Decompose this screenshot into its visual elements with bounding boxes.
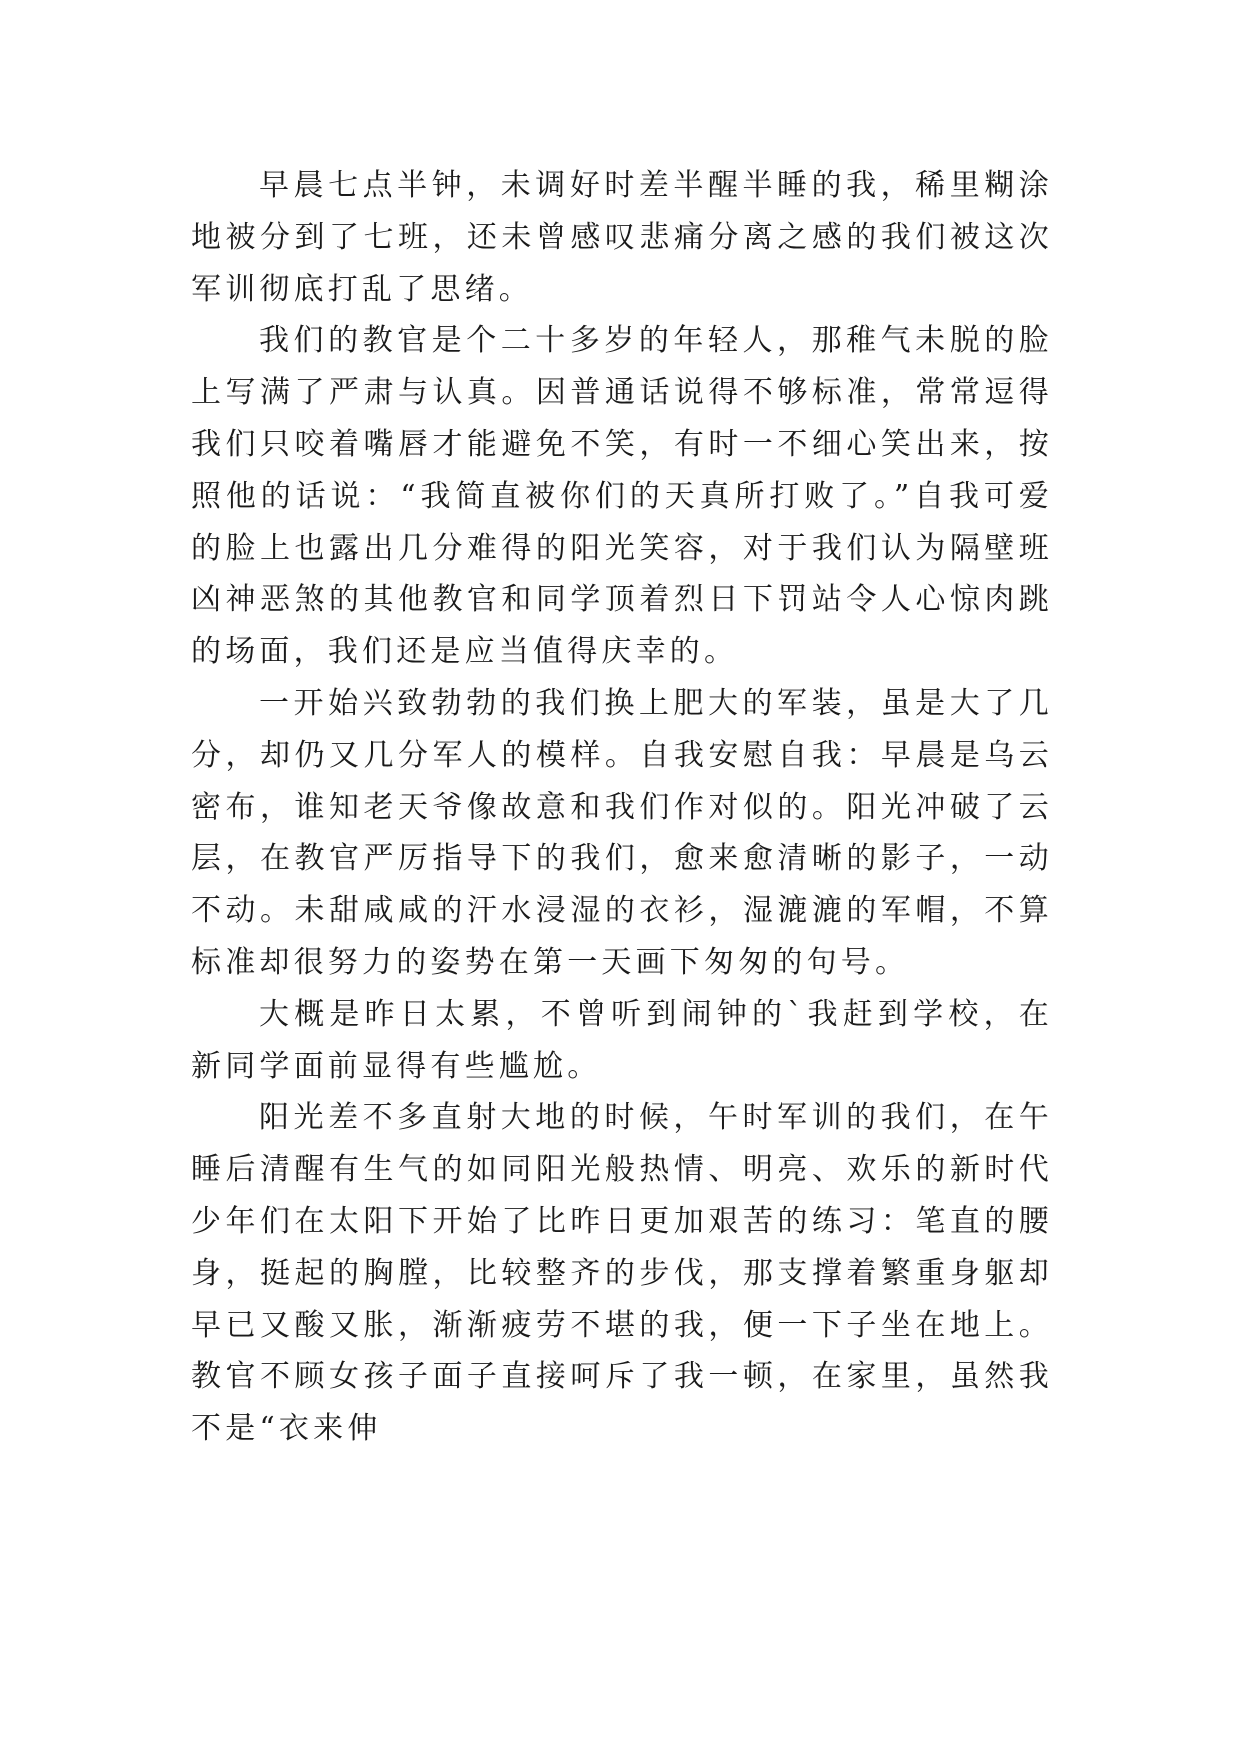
paragraph-3: 一开始兴致勃勃的我们换上肥大的军装，虽是大了几分，却仍又几分军人的模样。自我安慰自我：早晨是乌云密布，谁知老天爷像故意和我们作对似的。阳光冲破了云层，在教官严厉指导下的我们，愈来愈清晰的影子，一动不动。未甜咸咸的汗水浸湿的衣衫，湿漉漉的军帽，不算标准却很努力的姿势在第一天画下匆匆的句号。	[191, 685, 1053, 980]
paragraph-5: 阳光差不多直射大地的时候，午时军训的我们，在午睡后清醒有生气的如同阳光般热情、明亮、欢乐的新时代少年们在太阳下开始了比昨日更加艰苦的练习：笔直的腰身，挺起的胸膛，比较整齐的步伐，那支撑着繁重身躯却早已又酸又胀，渐渐疲劳不堪的我，便一下子坐在地上。教官不顾女孩子面子直接呵斥了我一顿，在家里，虽然我不是“衣来伸	[191, 1100, 1053, 1447]
paragraph-1: 早晨七点半钟，未调好时差半醒半睡的我，稀里糊涂地被分到了七班，还未曾感叹悲痛分离之感的我们被这次军训彻底打乱了思绪。	[191, 168, 1053, 307]
paragraph-2: 我们的教官是个二十多岁的年轻人，那稚气未脱的脸上写满了严肃与认真。因普通话说得不够标准，常常逗得我们只咬着嘴唇才能避免不笑，有时一不细心笑出来，按照他的话说：“我简直被你们的天真所打败了。”自我可爱的脸上也露出几分难得的阳光笑容，对于我们认为隔壁班凶神恶煞的其他教官和同学顶着烈日下罚站令人心惊肉跳的场面，我们还是应当值得庆幸的。	[191, 323, 1053, 670]
document-body	[191, 160, 1053, 1455]
paragraph-4: 大概是昨日太累，不曾听到闹钟的`我赶到学校，在新同学面前显得有些尴尬。	[191, 996, 1053, 1084]
